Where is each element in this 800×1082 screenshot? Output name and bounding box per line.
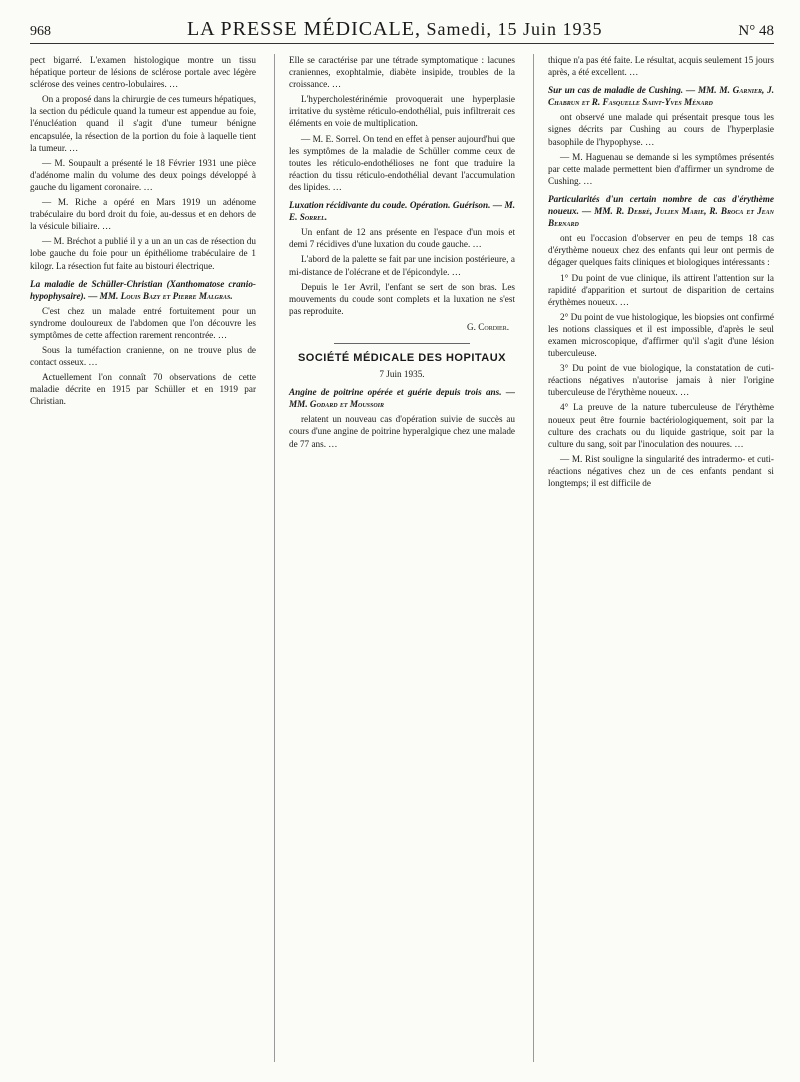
issue-date: Samedi, 15 Juin 1935 — [426, 19, 603, 39]
section-heading — [548, 84, 774, 108]
column-2 — [274, 54, 515, 1062]
section-title: Angine de poitrine opérée et guérie depuis trois ans. — [289, 387, 502, 398]
section-title: Sur un cas de maladie de Cushing. — [548, 85, 684, 96]
section-title: Particularités d'un certain nombre de cas d'érythème noueux. — [548, 193, 774, 217]
section-authors: — MM. R. Debré, Julien Marie, R. Broca et Jean Bernard — [548, 206, 774, 229]
section-title: La maladie de Schüller-Christian (Xanthomatose cranio-hypophysaire). — [30, 278, 256, 301]
paragraph: C'est chez un malade entré fortuitement pour un syndrome douloureux de l'abdomen que l'on découvre les symptômes de cette affection rarement rencontrée. … — [30, 305, 256, 340]
section-heading — [30, 278, 256, 302]
article-signature: G. Cordier. — [467, 321, 509, 332]
paragraph: ont eu l'occasion d'observer en peu de temps 18 cas d'érythème noueux chez des enfants qui leur ont permis de dégager quelques faits cliniques et biologiques intéressants : — [548, 233, 774, 268]
section-authors: — MM. Godard et Moussoir — [289, 387, 515, 410]
column-3 — [533, 54, 774, 1062]
paragraph: — M. Haguenau se demande si les symptômes présentés par cette malade permettent bien d'affirmer un syndrome de Cushing. … — [548, 151, 774, 186]
paragraph: — M. Riche a opéré en Mars 1919 un adénome trabéculaire du bord droit du foie, au-dessus et en dehors de la vésicule biliaire. … — [30, 197, 256, 232]
paragraph: L'abord de la palette se fait par une incision postérieure, a mi-distance de l'olécrane et de l'épicondyle. … — [289, 254, 515, 277]
paragraph: Depuis le 1er Avril, l'enfant se sert de son bras. Les mouvements du coude sont complets et la luxation ne s'est pas reproduite. — [289, 281, 515, 316]
paragraph: — M. Soupault a présenté le 18 Février 1931 une pièce d'adénome malin du volume des deux poings développé à gauche du ligament coronaire. … — [30, 157, 256, 192]
paragraph: relatent un nouveau cas d'opération suivie de succès au cours d'une angine de poitrine hyperalgique chez une malade de 77 ans. … — [289, 414, 515, 449]
society-heading: SOCIÉTÉ MÉDICALE DES HOPITAUX — [297, 351, 507, 364]
journal-masthead — [187, 18, 603, 41]
paragraph: On a proposé dans la chirurgie de ces tumeurs hépatiques, la section du pédicule quand la tumeur est appendue au foie, l'énucléation quand il s'agit d'une tumeur bénigne encapsulée, la résection de la portion du foie à laquelle tient la tumeur. … — [30, 94, 256, 153]
page-header — [30, 18, 774, 44]
paragraph: L'hypercholestérinémie provoquerait une hyperplasie irritative du système réticulo-endothélial, puis infiltrerait ces éléments en voie de multiplication. — [289, 94, 515, 129]
section-divider — [334, 343, 470, 344]
section-authors: — MM. Louis Bazy et Pierre Malgras. — [88, 290, 233, 301]
paragraph: Sous la tuméfaction cranienne, on ne trouve plus de contact osseux. … — [30, 345, 256, 368]
paragraph: Un enfant de 12 ans présente en l'espace d'un mois et demi 7 récidives d'une luxation du coude gauche. … — [289, 227, 515, 250]
section-heading — [548, 193, 774, 229]
society-date: 7 Juin 1935. — [379, 369, 425, 380]
page-number: 968 — [30, 24, 51, 39]
paragraph: Actuellement l'on connaît 70 observations de cette maladie décrite en 1915 par Schüller et en 1919 par Christian. — [30, 372, 256, 407]
column-1 — [30, 54, 256, 1062]
paragraph: Elle se caractérise par une tétrade symptomatique : lacunes craniennes, exophtalmie, diabète insipide, troubles de la croissance. … — [289, 55, 515, 90]
journal-name: LA PRESSE MÉDICALE, — [186, 18, 421, 40]
paragraph: ont observé une malade qui présentait presque tous les signes décrits par Cushing au cours de l'hyperplasie basophile de l'hypophyse. … — [548, 112, 774, 147]
paragraph: — M. Bréchot a publié il y a un an un cas de résection du lobe gauche du foie pour un épithéliome trabéculaire de 1 kilogr. La résection fut faite au bistouri électrique. — [30, 236, 256, 271]
paragraph: 2° Du point de vue histologique, les biopsies ont confirmé les notions classiques et il est impossible, d'après le seul examen microscopique, d'affirmer qu'il s'agit d'une lésion tuberculeuse. — [548, 311, 774, 359]
section-authors: — MM. M. Garnier, J. Chabrun et R. Fasquelle Saint-Yves Ménard — [548, 85, 774, 108]
paragraph: pect bigarré. L'examen histologique montre un tissu hépatique porteur de lésions de sclérose portale avec légère sclérose des veines centro-lobulaires. … — [30, 55, 256, 90]
paragraph: thique n'a pas été faite. Le résultat, acquis seulement 15 jours après, a été excellent. … — [548, 55, 774, 78]
section-heading — [289, 199, 515, 223]
paragraph: — M. Rist souligne la singularité des intradermo- et cuti-réactions négatives chez un de ces enfants pendant si longtemps; il est difficile de — [548, 453, 774, 488]
paragraph: 3° Du point de vue biologique, la constatation de cuti-réactions négatives n'autorise jamais à nier l'origine tuberculeuse de l'érythème noueux. … — [548, 363, 774, 398]
paragraph: — M. E. Sorrel. On tend en effet à penser aujourd'hui que les symptômes de la maladie de Schüller comme ceux de toutes les réticulo-endothélioses ne font que traduire la réaction du tissu réticulo-endothélial devant l'accumulation des lipides. … — [289, 133, 515, 192]
section-heading — [289, 386, 515, 410]
text-columns — [30, 54, 774, 1062]
issue-number: N° 48 — [738, 23, 774, 39]
paragraph: 1° Du point de vue clinique, ils attirent l'attention sur la rapidité d'apparition et surtout de disparition de certains érythèmes noueux. … — [548, 272, 774, 307]
section-authors: — M. E. Sorrel. — [289, 200, 515, 223]
paragraph: 4° La preuve de la nature tuberculeuse de l'érythème noueux peut être fournie bactériologiquement, soit par la culture des crachats ou du liquide gastrique, soit par la culture du sang, soit par l'inoculation des nouures. … — [548, 402, 774, 449]
section-title: Luxation récidivante du coude. Opération. Guérison. — [289, 200, 491, 211]
